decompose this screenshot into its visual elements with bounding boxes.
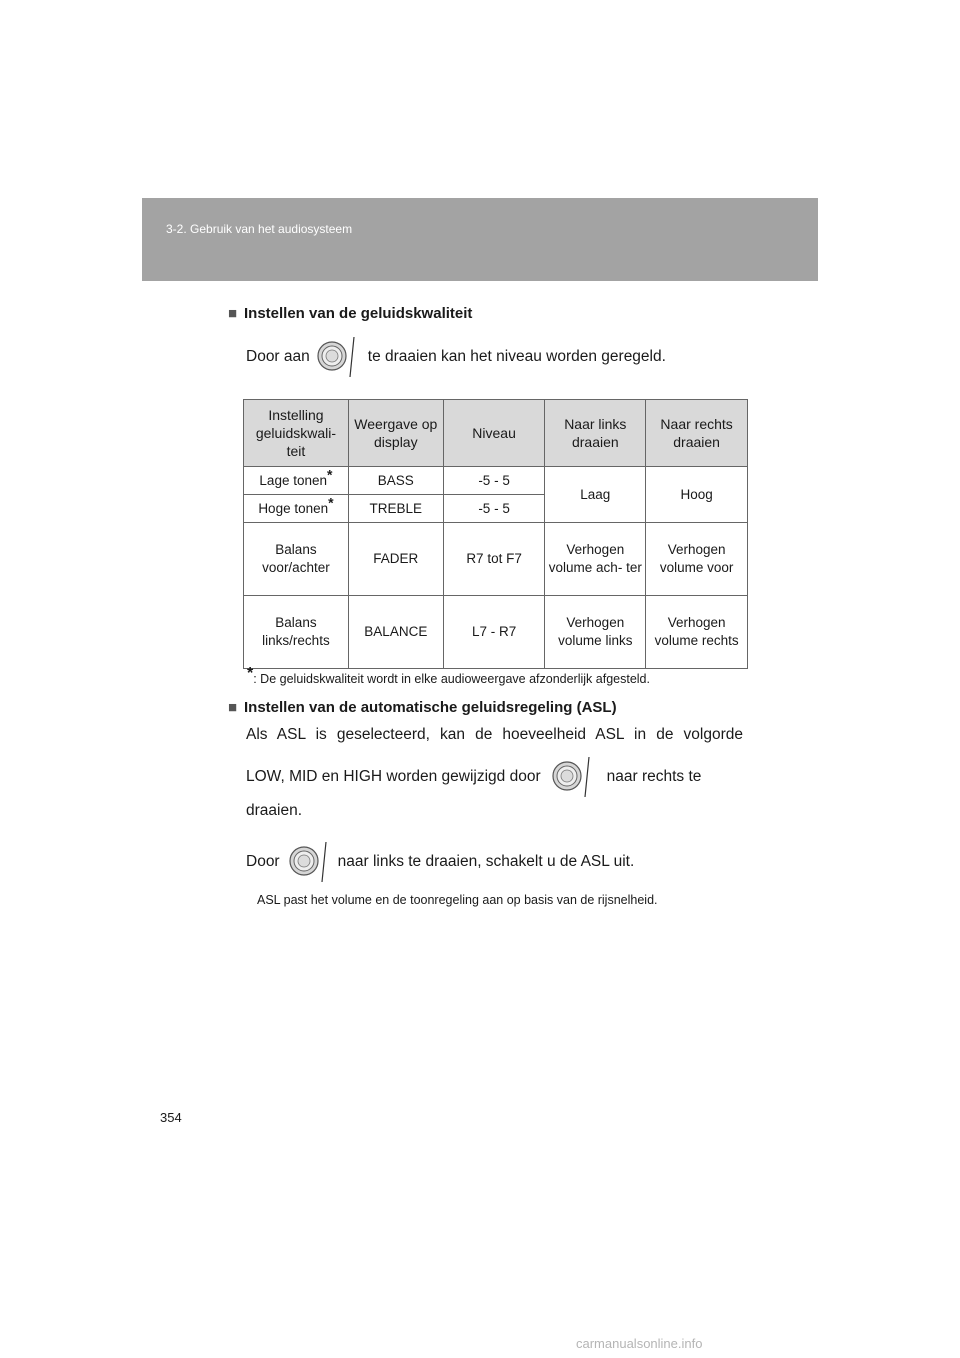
tune-knob-icon [551,757,597,797]
column-header: Naar links draaien [545,400,646,467]
paragraph-line [246,757,743,797]
paragraph-text: Door [246,853,280,871]
instruction-text: te draaien kan het niveau worden geregeld. [367,348,666,366]
cell-text: Hoge tonen [258,500,329,516]
paragraph-line [246,842,634,882]
table-cell: BALANCE [348,596,443,669]
table-footnote [247,664,650,686]
footnote-text: : De geluidskwaliteit wordt in elke audioweergave afzonderlijk afgesteld. [253,672,650,686]
table-cell: -5 - 5 [443,495,545,523]
table-cell [244,495,349,523]
paragraph-line: draaien. [246,802,303,819]
cell-text: Lage tonen [259,472,327,488]
bullet-icon: ■ [228,699,238,716]
section-heading-asl [228,699,617,716]
paragraph-text: naar rechts te [606,768,702,786]
table-cell: Balans links/rechts [244,596,349,669]
table-cell [244,467,349,495]
table-cell: Hoog [646,467,748,523]
bullet-icon: ■ [228,305,238,322]
column-header: Instelling geluidskwali- teit [244,400,349,467]
tune-knob-icon [316,337,362,377]
column-header: Niveau [443,400,545,467]
table-cell: FADER [348,523,443,596]
column-header: Weergave op display [348,400,443,467]
asl-note: ASL past het volume en de toonregeling aan op basis van de rijsnelheid. [257,893,658,907]
footnote-marker: * [247,664,254,682]
footnote-marker: * [327,466,333,482]
footnote-marker: * [328,494,334,510]
table-cell: Balans voor/achter [244,523,349,596]
instruction-text: Door aan [246,348,310,366]
table-row [244,523,748,596]
table-cell: Verhogen volume rechts [646,596,748,669]
tune-knob-icon [288,842,334,882]
table-row [244,467,748,495]
table-cell: R7 tot F7 [443,523,545,596]
section-label: 3-2. Gebruik van het audiosysteem [166,222,353,236]
paragraph-text: naar links te draaien, schakelt u de ASL uit. [337,853,635,871]
heading-text: Instellen van de geluidskwaliteit [244,305,473,322]
instruction-line [246,337,666,377]
table-cell: L7 - R7 [443,596,545,669]
paragraph-text: LOW, MID en HIGH worden gewijzigd door [246,768,541,786]
sound-settings-table [243,399,748,669]
section-heading-sound-quality [228,305,472,322]
table-header-row [244,400,748,467]
table-cell: Verhogen volume links [545,596,646,669]
heading-text: Instellen van de automatische geluidsregeling (ASL) [244,699,617,716]
page-number: 354 [160,1110,182,1125]
table-cell: -5 - 5 [443,467,545,495]
watermark: carmanualsonline.info [576,1336,703,1351]
paragraph-line: Als ASL is geselecteerd, kan de hoeveelheid ASL in de volgorde [246,726,743,743]
chapter-header-band [142,198,818,281]
table-cell: Verhogen volume voor [646,523,748,596]
table-cell: Verhogen volume ach- ter [545,523,646,596]
column-header: Naar rechts draaien [646,400,748,467]
table-row [244,596,748,669]
table-cell: Laag [545,467,646,523]
table-cell: BASS [348,467,443,495]
table-cell: TREBLE [348,495,443,523]
